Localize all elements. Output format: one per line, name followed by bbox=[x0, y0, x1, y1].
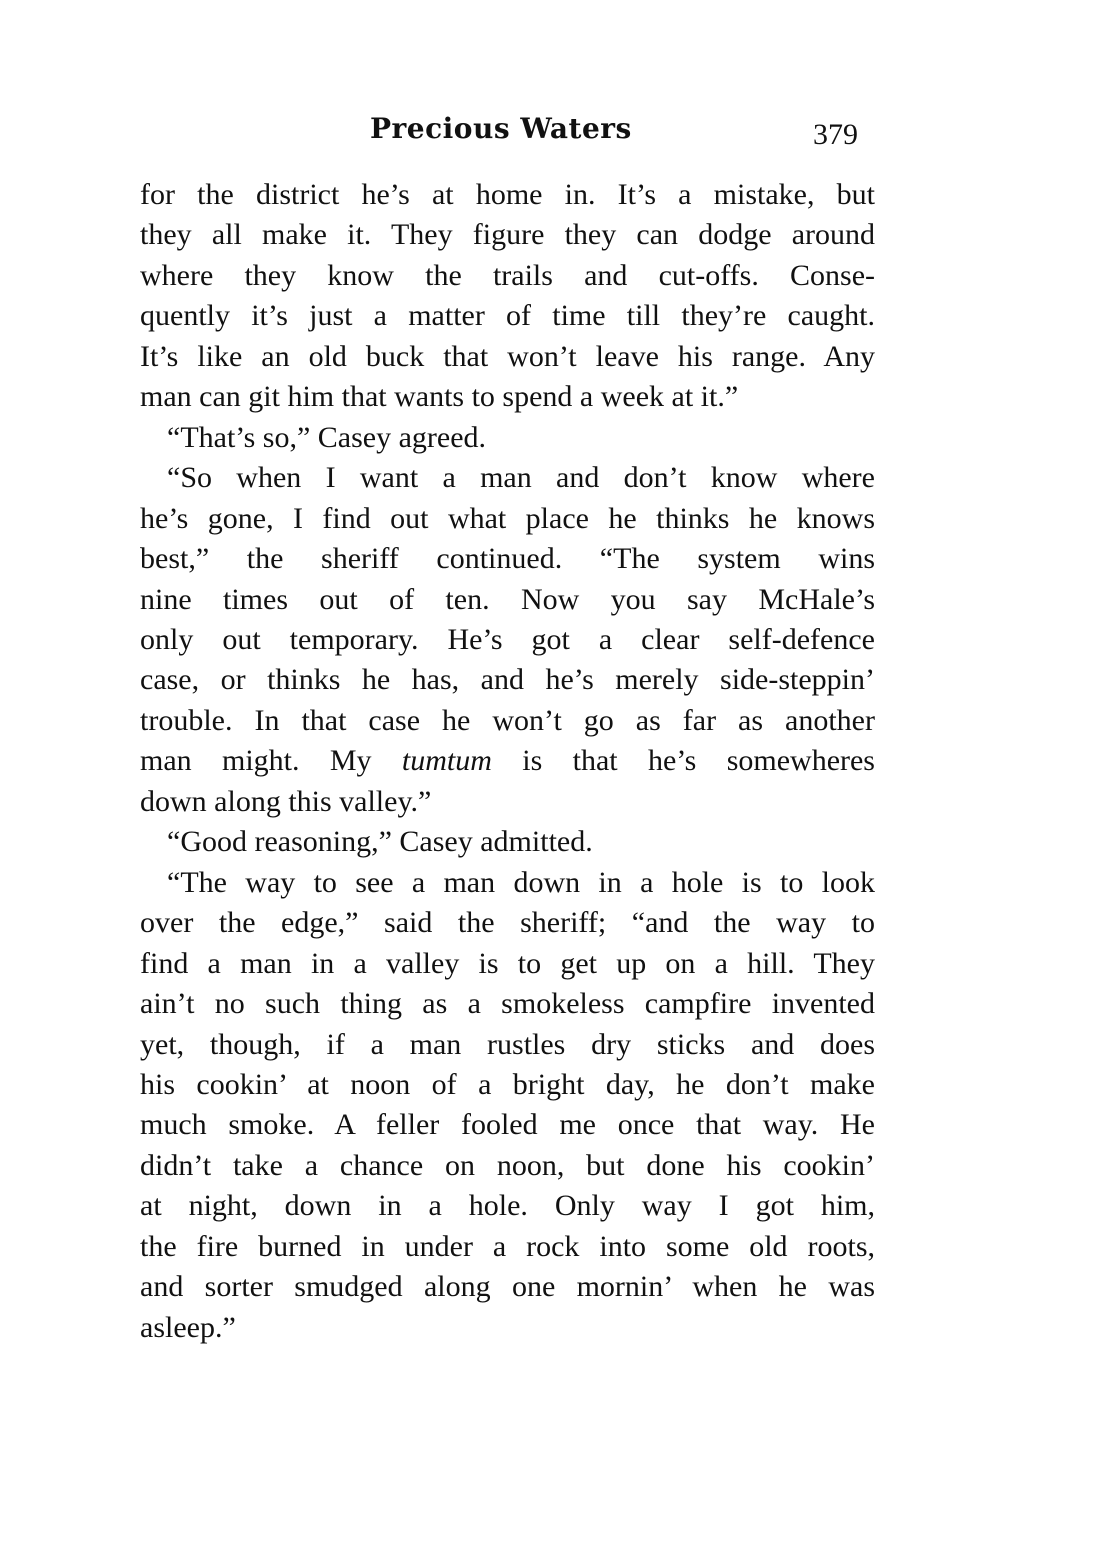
text-line bbox=[140, 1146, 875, 1186]
text-line bbox=[140, 539, 875, 579]
text-line bbox=[140, 1308, 875, 1348]
text-line bbox=[140, 1105, 875, 1145]
line-text: yet, though, if a man rustles dry sticks and does bbox=[140, 1027, 875, 1061]
body-text bbox=[140, 175, 875, 1348]
line-text: best,” the sheriff continued. “The system wins bbox=[140, 542, 875, 576]
line-text: where they know the trails and cut-offs. Conse- bbox=[140, 258, 875, 292]
line-text: and sorter smudged along one mornin’ when he was bbox=[140, 1270, 875, 1304]
text-line bbox=[140, 1267, 875, 1307]
line-text: quently it’s just a matter of time till they’re caught. bbox=[140, 299, 875, 333]
line-text: much smoke. A feller fooled me once that way. He bbox=[140, 1108, 875, 1142]
line-text: “So when I want a man and don’t know where bbox=[167, 461, 875, 495]
line-text: “Good reasoning,” Casey admitted. bbox=[167, 825, 593, 859]
text-line bbox=[140, 215, 875, 255]
text-line bbox=[140, 458, 875, 498]
page-number: 379 bbox=[813, 118, 858, 151]
italic-word: tumtum bbox=[401, 744, 492, 778]
line-text: It’s like an old buck that won’t leave his range. Any bbox=[140, 339, 875, 373]
text-line bbox=[140, 1186, 875, 1226]
text-line bbox=[140, 701, 875, 741]
text-line bbox=[140, 418, 875, 458]
text-line bbox=[140, 1025, 875, 1065]
line-text: ain’t no such thing as a smokeless campfire invented bbox=[140, 987, 875, 1021]
line-text: they all make it. They figure they can dodge around bbox=[140, 218, 875, 252]
text-line bbox=[140, 499, 875, 539]
line-text: man might. My bbox=[140, 744, 402, 778]
text-line bbox=[140, 377, 875, 417]
running-head-title: Precious Waters bbox=[370, 112, 632, 145]
text-line bbox=[140, 741, 875, 781]
line-text: for the district he’s at home in. It’s a mistake, but bbox=[140, 178, 875, 211]
text-line bbox=[140, 580, 875, 620]
text-line bbox=[140, 782, 875, 822]
line-text: find a man in a valley is to get up on a hill. They bbox=[140, 946, 875, 980]
line-text: over the edge,” said the sheriff; “and the way to bbox=[140, 906, 875, 940]
text-line bbox=[140, 337, 875, 377]
text-line bbox=[140, 984, 875, 1024]
text-line bbox=[140, 863, 875, 903]
line-text: is that he’s somewheres bbox=[491, 744, 875, 778]
text-line bbox=[140, 256, 875, 296]
line-text: trouble. In that case he won’t go as far as another bbox=[140, 703, 875, 737]
line-text: he’s gone, I find out what place he thinks he knows bbox=[140, 501, 875, 535]
line-text: case, or thinks he has, and he’s merely side-steppin’ bbox=[140, 663, 875, 697]
line-text: his cookin’ at noon of a bright day, he don’t make bbox=[140, 1067, 875, 1101]
text-line bbox=[140, 1227, 875, 1267]
line-text: “That’s so,” Casey agreed. bbox=[167, 420, 487, 454]
text-line bbox=[140, 1065, 875, 1105]
line-text: nine times out of ten. Now you say McHale’s bbox=[140, 582, 875, 616]
line-text: the fire burned in under a rock into some old roots, bbox=[140, 1229, 875, 1263]
text-line bbox=[140, 620, 875, 660]
text-line bbox=[140, 175, 875, 215]
line-text: down along this valley.” bbox=[140, 784, 432, 818]
text-line bbox=[140, 944, 875, 984]
line-text: “The way to see a man down in a hole is to look bbox=[167, 865, 875, 899]
text-line bbox=[140, 296, 875, 336]
line-text: at night, down in a hole. Only way I got him, bbox=[140, 1189, 875, 1223]
text-line bbox=[140, 660, 875, 700]
text-line bbox=[140, 903, 875, 943]
text-line bbox=[140, 822, 875, 862]
line-text: asleep.” bbox=[140, 1310, 236, 1344]
line-text: didn’t take a chance on noon, but done his cookin’ bbox=[140, 1148, 875, 1182]
line-text: man can git him that wants to spend a week at it.” bbox=[140, 380, 739, 414]
line-text: only out temporary. He’s got a clear self-defence bbox=[140, 622, 875, 656]
